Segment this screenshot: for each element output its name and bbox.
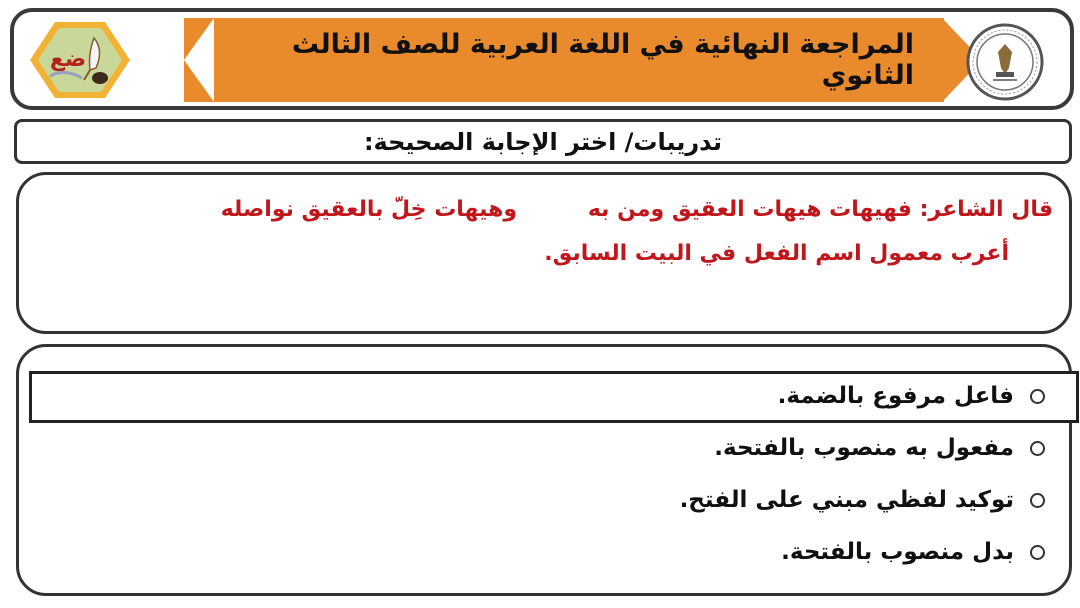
option-label: فاعل مرفوع بالضمة. bbox=[777, 383, 1014, 409]
option-label: توكيد لفظي مبني على الفتح. bbox=[679, 487, 1014, 513]
instruction-bar bbox=[14, 119, 1072, 164]
instruction-text: تدريبات/ اختر الإجابة الصحيحة: bbox=[363, 127, 723, 156]
radio-icon[interactable] bbox=[1030, 493, 1045, 508]
option-label: مفعول به منصوب بالفتحة. bbox=[714, 435, 1014, 461]
poem-hemistich-second: وهيهات خِلّ بالعقيق نواصله bbox=[220, 197, 517, 222]
question-prompt: أعرب معمول اسم الفعل في البيت السابق. bbox=[544, 241, 1009, 266]
ministry-of-education-seal-icon bbox=[960, 22, 1050, 102]
poem-hemistich-first: قال الشاعر: فهيهات هيهات العقيق ومن به bbox=[587, 197, 1053, 222]
option-3[interactable] bbox=[680, 487, 1045, 513]
answer-options bbox=[16, 344, 1072, 596]
radio-icon[interactable] bbox=[1030, 545, 1045, 560]
radio-icon[interactable] bbox=[1030, 441, 1045, 456]
radio-icon[interactable] bbox=[1030, 389, 1045, 404]
svg-text:ضع: ضع bbox=[49, 47, 87, 72]
option-label: بدل منصوب بالفتحة. bbox=[781, 539, 1014, 565]
header-banner bbox=[10, 8, 1074, 110]
option-1[interactable] bbox=[778, 383, 1045, 409]
question-box bbox=[16, 172, 1072, 334]
quill-inkwell-icon bbox=[38, 28, 122, 92]
option-2[interactable] bbox=[714, 435, 1045, 461]
page-title: المراجعة النهائية في اللغة العربية للصف الثالث الثانوي bbox=[291, 29, 914, 91]
option-4[interactable] bbox=[781, 539, 1045, 565]
